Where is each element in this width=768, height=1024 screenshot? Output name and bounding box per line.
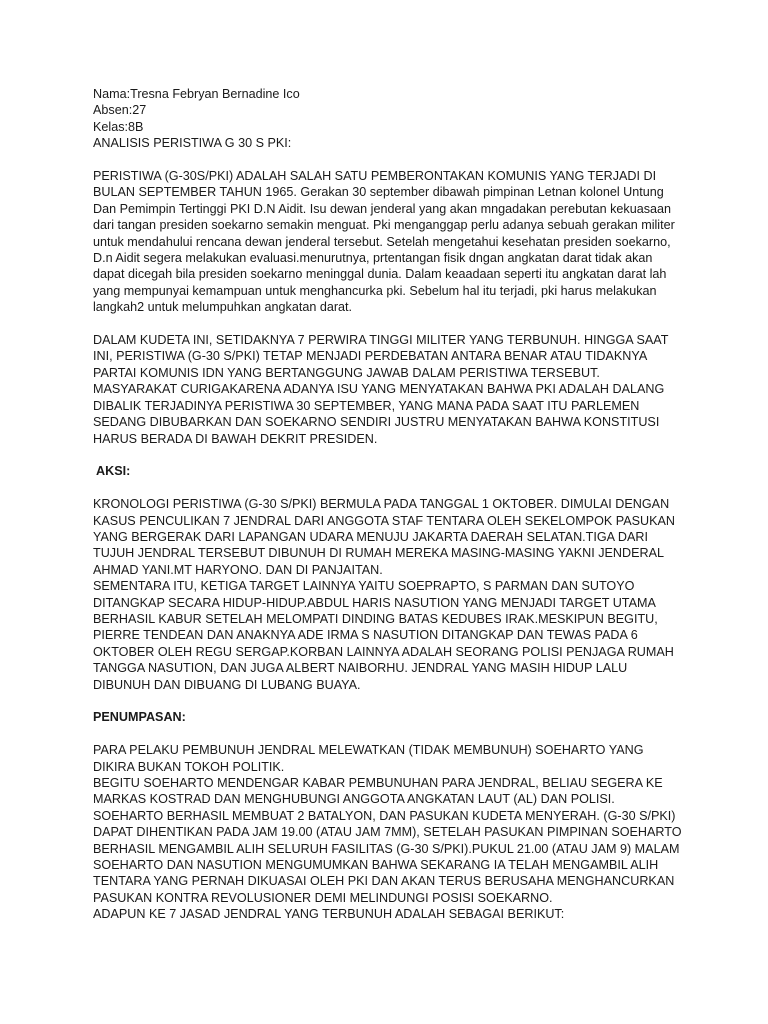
spacer (93, 726, 683, 742)
student-absen: Absen:27 (93, 103, 147, 118)
spacer (93, 480, 683, 496)
student-name: Nama:Tresna Febryan Bernadine Ico (93, 87, 300, 101)
aksi-paragraph-2: SEMENTARA ITU, KETIGA TARGET LAINNYA YAITU SOEPRAPTO, S PARMAN DAN SUTOYO DITANGKAP SECARA HIDUP-HIDUP.ABDUL HARIS NASUTION YANG MENJADI TARGET UTAMA BERHASIL KABUR SETELAH MELOMPATI DINDING BATAS KEDUBES IRAK.MESKIPUN BEGITU, PIERRE TENDEAN DAN ANAKNYA ADE IRMA S NASUTION DITANGKAP DAN TEWAS PADA 6 OKTOBER OLEH REGU SERGAP.KORBAN LAINNYA ADALAH SEORANG POLISI PENJAGA RUMAH TANGGA NASUTION, DAN JUGA ALBERT NAIBORHU. JENDRAL YANG MASIH HIDUP LALU DIBUNUH DAN DIBUANG DI LUBANG BUAYA. (93, 579, 674, 692)
document-body (93, 86, 683, 923)
penumpasan-paragraph-4: ADAPUN KE 7 JASAD JENDRAL YANG TERBUNUH ADALAH SEBAGAI BERIKUT: (93, 907, 565, 922)
penumpasan-paragraph-2: BEGITU SOEHARTO MENDENGAR KABAR PEMBUNUHAN PARA JENDRAL, BELIAU SEGERA KE MARKAS KOSTRAD DAN MENGHUBUNGI ANGGOTA ANGKATAN LAUT (AL) DAN POLISI. (93, 775, 663, 807)
student-kelas: Kelas:8B (93, 119, 144, 134)
aksi-heading: AKSI: (96, 464, 131, 479)
document-title: ANALISIS PERISTIWA G 30 S PKI: (93, 136, 292, 151)
aksi-paragraph-1: KRONOLOGI PERISTIWA (G-30 S/PKI) BERMULA PADA TANGGAL 1 OKTOBER. DIMULAI DENGAN KASUS PENCULIKAN 7 JENDRAL DARI ANGGOTA STAF TENTARA OLEH SEKELOMPOK PASUKAN YANG BERGERAK DARI LAPANGAN UDARA MENUJU JAKARTA DAERAH SELATAN.TIGA DARI TUJUH JENDRAL TERSEBUT DIBUNUH DI RUMAH MEREKA MASING-MASING YAKNI JENDERAL AHMAD YANI.MT HARYONO. DAN DI PANJAITAN. (93, 497, 676, 577)
spacer (93, 447, 683, 463)
spacer (93, 693, 683, 709)
spacer (93, 316, 683, 332)
penumpasan-heading: PENUMPASAN: (93, 710, 186, 725)
penumpasan-paragraph-1: PARA PELAKU PEMBUNUH JENDRAL MELEWATKAN (TIDAK MEMBUNUH) SOEHARTO YANG DIKIRA BUKAN TOKOH POLITIK. (93, 743, 644, 774)
spacer (93, 152, 683, 168)
intro-paragraph-1: PERISTIWA (G-30S/PKI) ADALAH SALAH SATU PEMBERONTAKAN KOMUNIS YANG TERJADI DI BULAN SEPTEMBER TAHUN 1965. Gerakan 30 september dibawah pimpinan Letnan kolonel Untung Dan Pemimpin Tertinggi PKI D.N Aidit. Isu dewan jenderal yang akan mngadakan perebutan kekuasaan dari tangan presiden soekarno semakin menguat. Pki menganggap perlu adanya sebuah gerakan militer untuk mendahului rencana dewan jenderal tersebut. Setelah mengetahui kesehatan presiden soekarno, D.n Aidit segera melakukan evaluasi.menurutnya, prtentangan fisik dngan angkatan darat tidak akan dapat dicegah bila presiden soekarno meninggal dunia. Dalam keaadaan seperti itu angkatan darat lah yang mempunyai kemampuan untuk menghancurka pki. Sebelum hal itu terjadi, pki harus melakukan langkah2 untuk melumpuhkan angkatan darat. (93, 169, 675, 315)
penumpasan-paragraph-3: SOEHARTO BERHASIL MEMBUAT 2 BATALYON, DAN PASUKAN KUDETA MENYERAH. (G-30 S/PKI) DAPAT DIHENTIKAN PADA JAM 19.00 (ATAU JAM 7MM), SETELAH PASUKAN PIMPINAN SOEHARTO BERHASIL MENGAMBIL ALIH SELURUH FASILITAS (G-30 S/PKI).PUKUL 21.00 (ATAU JAM 9) MALAM SOEHARTO DAN NASUTION MENGUMUMKAN BAHWA SEKARANG IA TELAH MENGAMBIL ALIH TENTARA YANG PERNAH DIKUASAI OLEH PKI DAN AKAN TERUS BERUSAHA MENGHANCURKAN PASUKAN KONTRA REVOLUSIONER DEMI MELINDUNGI POSISI SOEKARNO. (93, 808, 682, 905)
intro-paragraph-2: DALAM KUDETA INI, SETIDAKNYA 7 PERWIRA TINGGI MILITER YANG TERBUNUH. HINGGA SAAT INI, PERISTIWA (G-30 S/PKI) TETAP MENJADI PERDEBATAN ANTARA BENAR ATAU TIDAKNYA PARTAI KOMUNIS IDN YANG BERTANGGUNG JAWAB DALAM PERISTIWA TERSEBUT. MASYARAKAT CURIGAKARENA ADANYA ISU YANG MENYATAKAN BAHWA PKI ADALAH DALANG DIBALIK TERJADINYA PERISTIWA 30 SEPTEMBER, YANG MANA PADA SAAT ITU PARLEMEN SEDANG DIBUBARKAN DAN SOEKARNO SENDIRI JUSTRU MENYATAKAN BAHWA KONSTITUSI HARUS BERADA DI BAWAH DEKRIT PRESIDEN. (93, 333, 669, 446)
